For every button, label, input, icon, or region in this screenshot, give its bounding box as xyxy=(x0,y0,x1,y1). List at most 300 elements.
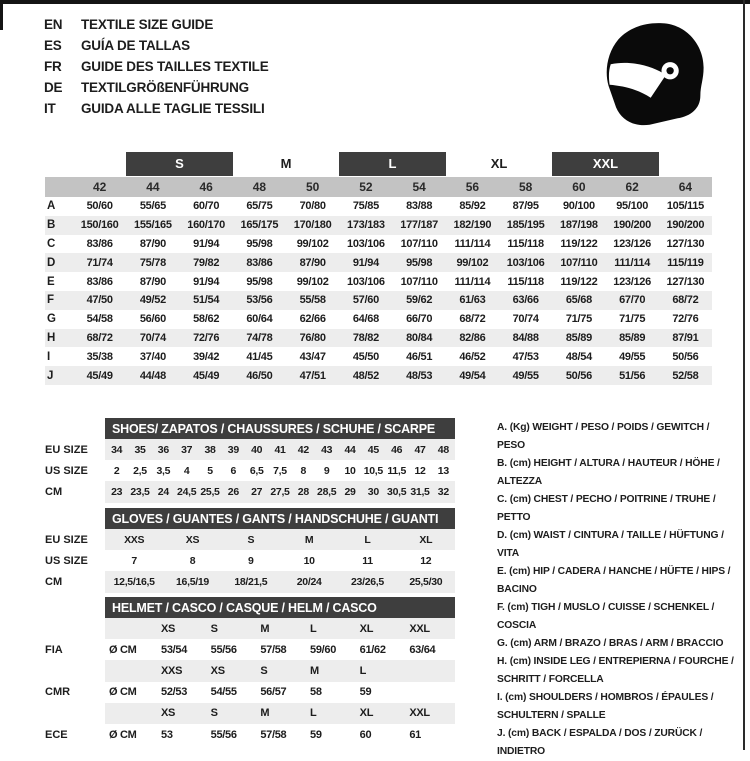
value-cell: 61 xyxy=(409,728,421,741)
measurement-cell: 105/115 xyxy=(666,200,704,213)
main-size-table xyxy=(45,150,712,385)
unit-cell: Ø CM xyxy=(109,643,137,656)
value-cell: 2,5 xyxy=(133,464,147,477)
language-title-block xyxy=(44,14,269,119)
measurement-cell: 115/118 xyxy=(507,275,544,288)
measurement-cell: 68/72 xyxy=(672,294,699,307)
value-cell: L xyxy=(359,664,367,677)
value-cell: 10 xyxy=(344,464,356,477)
row-values xyxy=(105,460,455,481)
measurement-cell: 115/118 xyxy=(507,237,544,250)
measurement-cell: 119/122 xyxy=(560,275,598,288)
row-label: ECE xyxy=(45,728,68,741)
measurement-cell: 52/58 xyxy=(672,369,699,382)
measurement-cell: 55/58 xyxy=(299,294,326,307)
value-cell: 24,5 xyxy=(177,485,197,498)
racing-helmet-icon xyxy=(600,20,710,128)
measurement-cell: 57/60 xyxy=(352,294,379,307)
value-cell: M xyxy=(260,622,270,635)
measurement-cell: 71/74 xyxy=(86,256,113,269)
legend-item: B. (cm) HEIGHT / ALTURA / HAUTEUR / HÖHE / ALTEZZA xyxy=(497,458,720,488)
frame-top-border xyxy=(0,0,750,4)
measurement-cell: 87/90 xyxy=(139,237,166,250)
value-cell: 11 xyxy=(362,554,373,567)
helmet-table-row xyxy=(45,703,455,724)
measurement-cell: 119/122 xyxy=(560,237,598,250)
row-label: US SIZE xyxy=(45,554,88,567)
value-cell: 3,5 xyxy=(156,464,171,477)
value-cell: 20/24 xyxy=(296,575,322,588)
gloves-table-row xyxy=(45,571,455,592)
measurement-cell: 75/78 xyxy=(139,256,166,269)
measurement-cell: 49/54 xyxy=(459,369,486,382)
helmet-table-title: HELMET / CASCO / CASQUE / HELM / CASCO xyxy=(105,597,455,618)
size-number: 62 xyxy=(625,180,639,194)
value-cell: 58 xyxy=(310,686,322,699)
measurement-cell: 35/38 xyxy=(86,350,113,363)
measurement-cell: 83/88 xyxy=(406,200,433,213)
legend-item: F. (cm) TIGH / MUSLO / CUISSE / SCHENKEL / COSCIA xyxy=(497,602,715,632)
value-cell: 8 xyxy=(300,464,307,477)
measurement-cell: 75/85 xyxy=(352,200,379,213)
measurement-cell: 45/49 xyxy=(193,369,220,382)
row-label: C xyxy=(47,237,56,250)
measurement-cell: 103/106 xyxy=(347,237,385,250)
legend-item: A. (Kg) WEIGHT / PESO / POIDS / GEWITCH / PESO xyxy=(497,422,710,452)
frame-left-border-stub xyxy=(0,0,3,30)
language-row xyxy=(44,77,269,98)
value-cell: 5 xyxy=(207,464,213,477)
language-code: IT xyxy=(44,101,56,116)
measurement-cell: 50/56 xyxy=(672,350,699,363)
row-label: CM xyxy=(45,575,63,588)
value-cell: 2 xyxy=(113,464,120,477)
measurement-cell: 95/98 xyxy=(406,256,433,269)
measurement-cell: 66/70 xyxy=(406,313,433,326)
measurement-cell: 67/70 xyxy=(619,294,646,307)
measurement-cell: 60/64 xyxy=(246,313,273,326)
value-cell: 10 xyxy=(303,554,315,567)
row-values xyxy=(105,682,455,703)
row-label: G xyxy=(47,313,56,326)
legend-item: G. (cm) ARM / BRAZO / BRAS / ARM / BRACCIO xyxy=(497,638,724,650)
gloves-table-row xyxy=(45,550,455,571)
value-cell: 53/54 xyxy=(161,643,188,656)
row-label: F xyxy=(47,294,54,307)
value-cell: 10,5 xyxy=(363,464,383,477)
measurement-cell: 54/58 xyxy=(86,313,113,326)
measurement-row-B xyxy=(45,216,712,235)
value-cell: 24 xyxy=(157,485,169,498)
size-number: 48 xyxy=(252,180,267,194)
value-cell: 28 xyxy=(297,485,309,498)
measurement-cell: 182/190 xyxy=(453,219,492,232)
size-number: 46 xyxy=(199,180,213,194)
measurement-cell: 65/75 xyxy=(246,200,273,213)
size-number: 60 xyxy=(572,180,586,194)
measurement-cell: 68/72 xyxy=(86,331,113,344)
measurement-cell: 111/114 xyxy=(614,256,651,269)
unit-cell: Ø CM xyxy=(109,728,137,741)
measurement-cell: 71/75 xyxy=(619,313,646,326)
value-cell: 23 xyxy=(111,485,123,498)
value-cell: 25,5/30 xyxy=(409,575,443,588)
measurement-cell: 65/68 xyxy=(565,294,592,307)
language-code: FR xyxy=(44,59,62,74)
value-cell: M xyxy=(260,707,270,720)
row-values xyxy=(105,481,455,502)
value-cell: 43 xyxy=(321,443,333,456)
row-values xyxy=(105,618,455,639)
measurement-cell: 47/53 xyxy=(512,350,539,363)
language-label: TEXTILE SIZE GUIDE xyxy=(81,17,214,32)
measurement-cell: 170/180 xyxy=(293,219,332,232)
value-cell: XS xyxy=(161,707,176,720)
measurement-cell: 64/68 xyxy=(352,313,379,326)
gloves-table-title: GLOVES / GUANTES / GANTS / HANDSCHUHE / GUANTI xyxy=(105,508,455,529)
value-cell: XXS xyxy=(124,533,145,546)
measurement-cell: 173/183 xyxy=(347,219,385,232)
size-group-XXL: XXL xyxy=(552,152,659,176)
measurement-cell: 79/82 xyxy=(193,256,220,269)
value-cell: 32 xyxy=(437,485,449,498)
gloves-size-table xyxy=(45,508,455,593)
value-cell: 35 xyxy=(134,443,146,456)
value-cell: XS xyxy=(210,664,225,677)
measurement-cell: 74/78 xyxy=(246,331,273,344)
language-code: ES xyxy=(44,38,62,53)
measurement-cell: 99/102 xyxy=(296,237,329,250)
value-cell: L xyxy=(310,707,317,720)
measurement-cell: 46/51 xyxy=(406,350,433,363)
value-cell: S xyxy=(210,707,218,720)
row-label: I xyxy=(47,350,50,363)
row-label xyxy=(45,660,105,681)
measurement-cell: 43/47 xyxy=(299,350,326,363)
measurement-cell: 115/119 xyxy=(667,256,704,269)
size-number: 54 xyxy=(412,180,426,194)
value-cell: 11,5 xyxy=(387,464,406,477)
value-cell: 30,5 xyxy=(387,485,407,498)
row-label: EU SIZE xyxy=(45,533,88,546)
measurement-cell: 53/56 xyxy=(246,294,273,307)
row-label: FIA xyxy=(45,643,63,656)
row-values xyxy=(105,571,455,592)
measurement-row-C xyxy=(45,235,712,254)
measurement-cell: 46/50 xyxy=(246,369,273,382)
value-cell: 34 xyxy=(111,443,123,456)
legend-item: H. (cm) INSIDE LEG / ENTREPIERNA / FOURCHE / SCHRITT / FORCELLA xyxy=(497,656,734,686)
row-values xyxy=(105,703,455,724)
value-cell: 59 xyxy=(310,728,322,741)
value-cell: 12 xyxy=(414,464,426,477)
value-cell: 57/58 xyxy=(260,643,287,656)
language-label: GUÍA DE TALLAS xyxy=(81,38,190,53)
row-label: E xyxy=(47,275,55,288)
measurement-cell: 49/52 xyxy=(139,294,166,307)
value-cell: XXL xyxy=(409,622,430,635)
value-cell: 25,5 xyxy=(200,485,220,498)
value-cell: 18/21,5 xyxy=(234,575,268,588)
measurement-cell: 91/94 xyxy=(193,237,220,250)
value-cell: 26 xyxy=(227,485,239,498)
size-number: 56 xyxy=(465,180,480,194)
measurement-legend xyxy=(497,419,739,761)
measurement-cell: 160/170 xyxy=(187,219,225,232)
frame-right-border xyxy=(743,0,745,750)
language-label: GUIDA ALLE TAGLIE TESSILI xyxy=(81,101,265,116)
measurement-cell: 70/74 xyxy=(139,331,166,344)
measurement-cell: 91/94 xyxy=(193,275,220,288)
measurement-cell: 61/63 xyxy=(459,294,486,307)
value-cell: XS xyxy=(161,622,176,635)
value-cell: M xyxy=(310,664,319,677)
measurement-cell: 47/51 xyxy=(299,369,326,382)
measurement-cell: 87/90 xyxy=(299,256,326,269)
value-cell: S xyxy=(210,622,218,635)
measurement-cell: 150/160 xyxy=(80,219,119,232)
measurement-cell: 85/89 xyxy=(619,331,646,344)
measurement-cell: 84/88 xyxy=(512,331,539,344)
size-number: 42 xyxy=(92,180,107,194)
measurement-cell: 99/102 xyxy=(296,275,329,288)
value-cell: 7 xyxy=(131,554,137,567)
measurement-cell: 165/175 xyxy=(240,219,279,232)
measurement-cell: 187/198 xyxy=(560,219,598,232)
size-number: 64 xyxy=(678,180,693,194)
measurement-cell: 95/98 xyxy=(246,275,273,288)
measurement-cell: 71/75 xyxy=(565,313,592,326)
measurement-cell: 47/50 xyxy=(86,294,113,307)
measurement-cell: 78/82 xyxy=(352,331,379,344)
value-cell: 41 xyxy=(274,443,286,456)
measurement-cell: 85/89 xyxy=(565,331,592,344)
value-cell: 47 xyxy=(414,443,426,456)
measurement-cell: 39/42 xyxy=(193,350,220,363)
row-label: D xyxy=(47,256,56,269)
value-cell: 54/55 xyxy=(210,686,237,699)
measurement-cell: 48/54 xyxy=(565,350,592,363)
measurement-cell: 72/76 xyxy=(672,313,699,326)
measurement-cell: 72/76 xyxy=(193,331,220,344)
size-group-XL: XL xyxy=(490,156,508,171)
row-values xyxy=(105,529,455,550)
shoes-table-row xyxy=(45,481,455,502)
value-cell: 38 xyxy=(204,443,216,456)
value-cell: 29 xyxy=(344,485,356,498)
value-cell: 55/56 xyxy=(210,728,237,741)
size-group-M: M xyxy=(280,156,292,171)
measurement-cell: 83/86 xyxy=(86,275,113,288)
value-cell: XL xyxy=(419,533,433,546)
value-cell: 52/53 xyxy=(161,686,188,699)
measurement-cell: 55/65 xyxy=(139,200,166,213)
measurement-row-H xyxy=(45,329,712,348)
value-cell: 9 xyxy=(323,464,330,477)
measurement-cell: 107/110 xyxy=(400,237,438,250)
row-values xyxy=(105,660,455,681)
value-cell: 40 xyxy=(251,443,263,456)
value-cell: 30 xyxy=(367,485,379,498)
legend-item: E. (cm) HIP / CADERA / HANCHE / HÜFTE / HIPS / BACINO xyxy=(497,566,731,596)
measurement-cell: 155/165 xyxy=(134,219,172,232)
helmet-table-row xyxy=(45,682,455,703)
row-label: H xyxy=(47,331,56,344)
value-cell: 27 xyxy=(251,485,263,498)
value-cell: 44 xyxy=(344,443,356,456)
row-label: J xyxy=(47,369,54,382)
measurement-cell: 83/86 xyxy=(86,237,113,250)
measurement-cell: 44/48 xyxy=(139,369,166,382)
value-cell: 16,5/19 xyxy=(176,575,209,588)
language-row xyxy=(44,98,269,119)
measurement-cell: 50/60 xyxy=(86,200,113,213)
helmet-table-row xyxy=(45,639,455,660)
value-cell: 8 xyxy=(189,554,196,567)
measurement-cell: 190/200 xyxy=(613,219,651,232)
measurement-cell: 95/98 xyxy=(246,237,273,250)
value-cell: L xyxy=(364,533,371,546)
value-cell: 27,5 xyxy=(270,485,290,498)
value-cell: S xyxy=(247,533,255,546)
measurement-cell: 37/40 xyxy=(139,350,166,363)
measurement-row-J xyxy=(45,366,712,385)
measurement-cell: 99/102 xyxy=(456,256,489,269)
legend-item: C. (cm) CHEST / PECHO / POITRINE / TRUHE / PETTO xyxy=(497,494,716,524)
measurement-cell: 91/94 xyxy=(352,256,379,269)
row-label: B xyxy=(47,219,56,232)
measurement-cell: 87/95 xyxy=(512,200,539,213)
measurement-cell: 107/110 xyxy=(400,275,438,288)
language-label: TEXTILGRÖßENFÜHRUNG xyxy=(81,80,249,95)
value-cell: 9 xyxy=(248,554,254,567)
language-code: DE xyxy=(44,80,63,95)
measurement-cell: 48/52 xyxy=(352,369,379,382)
measurement-cell: 56/60 xyxy=(139,313,166,326)
measurement-cell: 111/114 xyxy=(454,275,491,288)
measurement-cell: 49/55 xyxy=(619,350,646,363)
helmet-size-table xyxy=(45,597,455,745)
language-code: EN xyxy=(44,17,63,32)
language-row xyxy=(44,56,269,77)
measurement-cell: 95/100 xyxy=(616,200,649,213)
value-cell: 23/26,5 xyxy=(351,575,384,588)
row-label: EU SIZE xyxy=(45,443,88,456)
row-values xyxy=(105,439,455,460)
value-cell: 53 xyxy=(161,728,173,741)
measurement-cell: 185/195 xyxy=(506,219,545,232)
helmet-table-row xyxy=(45,660,455,681)
size-number: 50 xyxy=(305,180,320,194)
value-cell: 13 xyxy=(437,464,449,477)
measurement-cell: 103/106 xyxy=(506,256,545,269)
measurement-cell: 127/130 xyxy=(666,275,705,288)
shoes-table-row xyxy=(45,460,455,481)
unit-cell: Ø CM xyxy=(109,686,137,699)
gloves-table-row xyxy=(45,529,455,550)
value-cell: 23,5 xyxy=(130,485,150,498)
size-group-L: L xyxy=(339,152,446,176)
row-label: A xyxy=(47,200,56,213)
row-label: CM xyxy=(45,485,63,498)
measurement-cell: 51/56 xyxy=(619,369,646,382)
value-cell: XXL xyxy=(409,707,430,720)
value-cell: M xyxy=(304,533,314,546)
value-cell: 56/57 xyxy=(260,686,287,699)
value-cell: 37 xyxy=(181,443,193,456)
measurement-cell: 51/54 xyxy=(193,294,220,307)
value-cell: 28,5 xyxy=(317,485,337,498)
value-cell: 61/62 xyxy=(359,643,386,656)
value-cell: 60 xyxy=(359,728,372,741)
measurement-cell: 190/200 xyxy=(666,219,705,232)
measurement-cell: 48/53 xyxy=(406,369,433,382)
shoes-size-table xyxy=(45,418,455,503)
value-cell: 12,5/16,5 xyxy=(113,575,155,588)
language-row xyxy=(44,35,269,56)
value-cell: XS xyxy=(185,533,200,546)
value-cell: XL xyxy=(359,622,374,635)
measurement-cell: 45/50 xyxy=(352,350,379,363)
size-number: 44 xyxy=(146,180,160,194)
size-group-S: S xyxy=(126,152,233,176)
measurement-cell: 41/45 xyxy=(246,350,273,363)
row-values xyxy=(105,639,455,660)
measurement-cell: 123/126 xyxy=(613,275,651,288)
shoes-table-row xyxy=(45,439,455,460)
value-cell: 31,5 xyxy=(410,485,430,498)
measurement-row-E xyxy=(45,272,712,291)
value-cell: 48 xyxy=(437,443,449,456)
language-label: GUIDE DES TAILLES TEXTILE xyxy=(81,59,269,74)
measurement-cell: 76/80 xyxy=(299,331,326,344)
measurement-cell: 177/187 xyxy=(400,219,438,232)
measurement-cell: 80/84 xyxy=(406,331,433,344)
measurement-cell: 70/80 xyxy=(299,200,326,213)
row-label: CMR xyxy=(45,686,71,699)
measurement-cell: 46/52 xyxy=(459,350,486,363)
legend-item: J. (cm) BACK / ESPALDA / DOS / ZURÜCK / INDIETRO xyxy=(497,728,703,758)
measurement-row-G xyxy=(45,310,712,329)
legend-item: I. (cm) SHOULDERS / HOMBROS / ÉPAULES / SCHULTERN / SPALLE xyxy=(497,692,714,722)
value-cell: L xyxy=(310,622,317,635)
measurement-row-D xyxy=(45,253,712,272)
value-cell: 7,5 xyxy=(273,464,287,477)
row-label: US SIZE xyxy=(45,464,88,477)
measurement-row-A xyxy=(45,197,712,216)
value-cell: 55/56 xyxy=(210,643,237,656)
measurement-cell: 60/70 xyxy=(193,200,220,213)
value-cell: 63/64 xyxy=(409,643,436,656)
measurement-cell: 70/74 xyxy=(512,313,539,326)
value-cell: 57/58 xyxy=(260,728,287,741)
helmet-table-row xyxy=(45,618,455,639)
value-cell: 46 xyxy=(391,443,403,456)
row-values xyxy=(105,550,455,571)
value-cell: 6,5 xyxy=(249,464,264,477)
value-cell: 4 xyxy=(183,464,190,477)
size-number: 52 xyxy=(359,180,373,194)
measurement-cell: 50/56 xyxy=(565,369,592,382)
value-cell: 45 xyxy=(367,443,379,456)
measurement-cell: 123/126 xyxy=(613,237,651,250)
value-cell: XL xyxy=(359,707,374,720)
measurement-cell: 90/100 xyxy=(562,200,595,213)
value-cell: 59 xyxy=(359,686,372,699)
value-cell: XXS xyxy=(161,664,183,677)
measurement-cell: 103/106 xyxy=(347,275,385,288)
language-row xyxy=(44,14,269,35)
